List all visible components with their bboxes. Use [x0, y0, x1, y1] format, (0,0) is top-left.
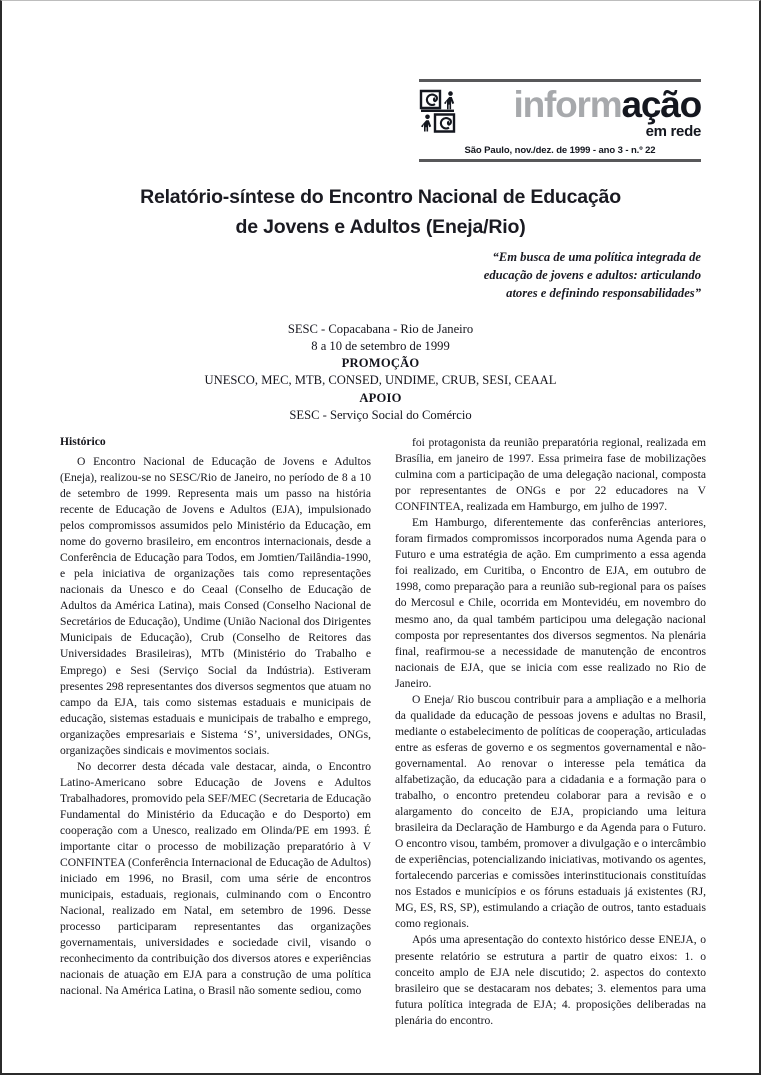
event-venue: SESC - Copacabana - Rio de Janeiro [287, 322, 474, 336]
wordmark-acao: ação [621, 84, 701, 125]
promocao-label: PROMOÇÃO [341, 356, 420, 371]
section-heading-historico: Histórico [60, 435, 106, 448]
paragraph: O Eneja/ Rio buscou contribuir para a ampliação e a melhoria da qualidade da educação de pessoas jovens e adultas no Brasil, mediante o estabelecimento de políticas de cooperação, articuladas entre as esferas de governo e os segmentos governamental e não-governamental. Ao renovar o interesse pela temática da alfabetização, da educação para a cidadania e a formação para o trabalho, o encontro pretendeu colaborar para a revisão e o alargamento do conceito de EJA, propiciando uma leitura brasileira da Declaração de Hamburgo e da Agenda para o Futuro. O encontro visou, também, promover a divulgação e o intercâmbio de experiências, potencializando iniciativas, motivando os agentes, fortalecendo parcerias e comissões interinstitucionais constituídas nos Estados e municípios e os fóruns estaduais já existentes (RJ, MG, ES, RS, SP), estimulando a criação de outros, tanto estaduais como regionais. [395, 692, 706, 931]
paragraph: Após uma apresentação do contexto histórico desse ENEJA, o presente relatório se estrutura a partir de quatro eixos: 1. o conceito amplo de EJA nele discutido; 2. aspectos do contexto brasileiro que se destacaram nos debates; 3. elementos para uma futura política integrada de EJA; 4. proposições deliberadas na plenária do encontro. [395, 933, 706, 1027]
masthead-top-rule [419, 79, 701, 82]
epigraph-line-1: “Em busca de uma política integrada de [492, 250, 701, 264]
wordmark-title [475, 84, 701, 125]
event-dates: 8 a 10 de setembro de 1999 [311, 339, 450, 354]
masthead-bottom-rule [419, 159, 701, 162]
apoio-organization: SESC - Serviço Social do Comércio [289, 407, 472, 422]
epigraph-line-3: atores e definindo responsabilidades” [506, 285, 701, 300]
epigraph-line-2: educação de jovens e adultos: articulando [483, 267, 701, 282]
informacao-em-rede-logo-icon [419, 89, 465, 133]
paragraph: O Encontro Nacional de Educação de Jovens e Adultos (Eneja), realizou-se no SESC/Rio de Janeiro, no período de 8 a 10 de setembro de 1999. Representa mais um passo na história recente de Educação de Jovens e Adultos (EJA), impulsionado pelos compromissos assumidos pelo Ministério da Educação, em nome do governo brasileiro, em encontros internacionais, desde a Conferência de Educação para Todos, em Jomtien/Tailândia-1990, e pela iniciativa de organizações tais como representações nacionais da Unesco e do Ceaal (Conselho de Educação de Adultos da América Latina), mais Consed (Conselho Nacional de Secretários de Educação), Undime (União Nacional dos Dirigentes Municipais de Educação), Crub (Conselho de Reitores das Universidades Brasileiras), MTb (Ministério do Trabalho e Emprego) e Sesi (Serviço Social da Indústria). Estiveram presentes 298 representantes dos diversos segmentos que atuam no campo da EJA, tais como sistemas estaduais e municipais de educação, sistemas estaduais e municipais de trabalho e emprego, organizações empresariais e Sistema ‘S’, universidades, ONGs, organizações sindicais e movimentos sociais. [60, 454, 371, 757]
promocao-organizations: UNESCO, MEC, MTB, CONSED, UNDIME, CRUB, SESI, CEAAL [204, 373, 557, 388]
epigraph-quote [381, 249, 701, 303]
paragraph: No decorrer desta década vale destacar, ainda, o Encontro Latino-Americano sobre Educação de Jovens e Adultos Trabalhadores, promovido pela SEF/MEC (Secretaria de Educação Fundamental do Ministério da Educação e do Desporto) em cooperação com a Unesco, realizado em Olinda/PE em 1993. É importante citar o processo de mobilização preparatório à V CONFINTEA (Conferência Internacional de Educação de Adultos) iniciado em 1996, no Brasil, com uma série de encontros municipais, estaduais, regionais, culminando com o Encontro Nacional, realizado em Natal, em setembro de 1996. Desse processo participaram representantes das organizações governamentais, universidades e sociedade civil, visando o reconhecimento da contribuição dos diversos atores e experiências nacionais de atuação em EJA para a construção de uma política nacional. Na América Latina, o Brasil não somente sediou, como [60, 759, 371, 998]
wordmark-inform: inform [513, 84, 622, 125]
page-title-line-2: de Jovens e Adultos (Eneja/Rio) [235, 216, 526, 239]
page-title-line-1: Relatório-síntese do Encontro Nacional de Educação [140, 186, 621, 209]
article-column-left [60, 435, 371, 1000]
page-content [2, 1, 759, 1073]
apoio-label: APOIO [359, 390, 402, 405]
masthead-body [419, 84, 701, 141]
article-columns [60, 435, 706, 1029]
paragraph: Em Hamburgo, diferentemente das conferências anteriores, foram firmados compromissos incorporados numa Agenda para o Futuro e uma estratégia de ação. Em cumprimento a essa agenda foi realizado, em Curitiba, o Encontro de EJA, em outubro de 1998, como preparação para a reunião sub-regional para os países do Mercosul e Chile, ocorrida em Montevidéu, em novembro do mesmo ano, da qual também participou uma delegação nacional composta por representantes dos diversos segmentos. Na plenária final, reafirmou-se a necessidade de manutenção de encontros nacionais de EJA, que se inicia com esse realizado no Rio de Janeiro. [395, 516, 706, 690]
masthead [419, 79, 701, 162]
paragraph: foi protagonista da reunião preparatória regional, realizada em Brasília, em janeiro de 1997. Essa primeira fase de mobilizações culmina com a participação de uma delegação nacional, composta por representantes de ONGs e por 22 educadores na V CONFINTEA, realizada em Hamburgo, em julho de 1997. [395, 436, 706, 514]
event-info-block [60, 321, 701, 424]
wordmark [475, 84, 701, 141]
issue-line: São Paulo, nov./dez. de 1999 - ano 3 - n.º 22 [464, 145, 656, 157]
article-column-right [395, 435, 706, 1029]
page-title [60, 182, 701, 242]
wordmark-subtitle: em rede [645, 123, 701, 141]
